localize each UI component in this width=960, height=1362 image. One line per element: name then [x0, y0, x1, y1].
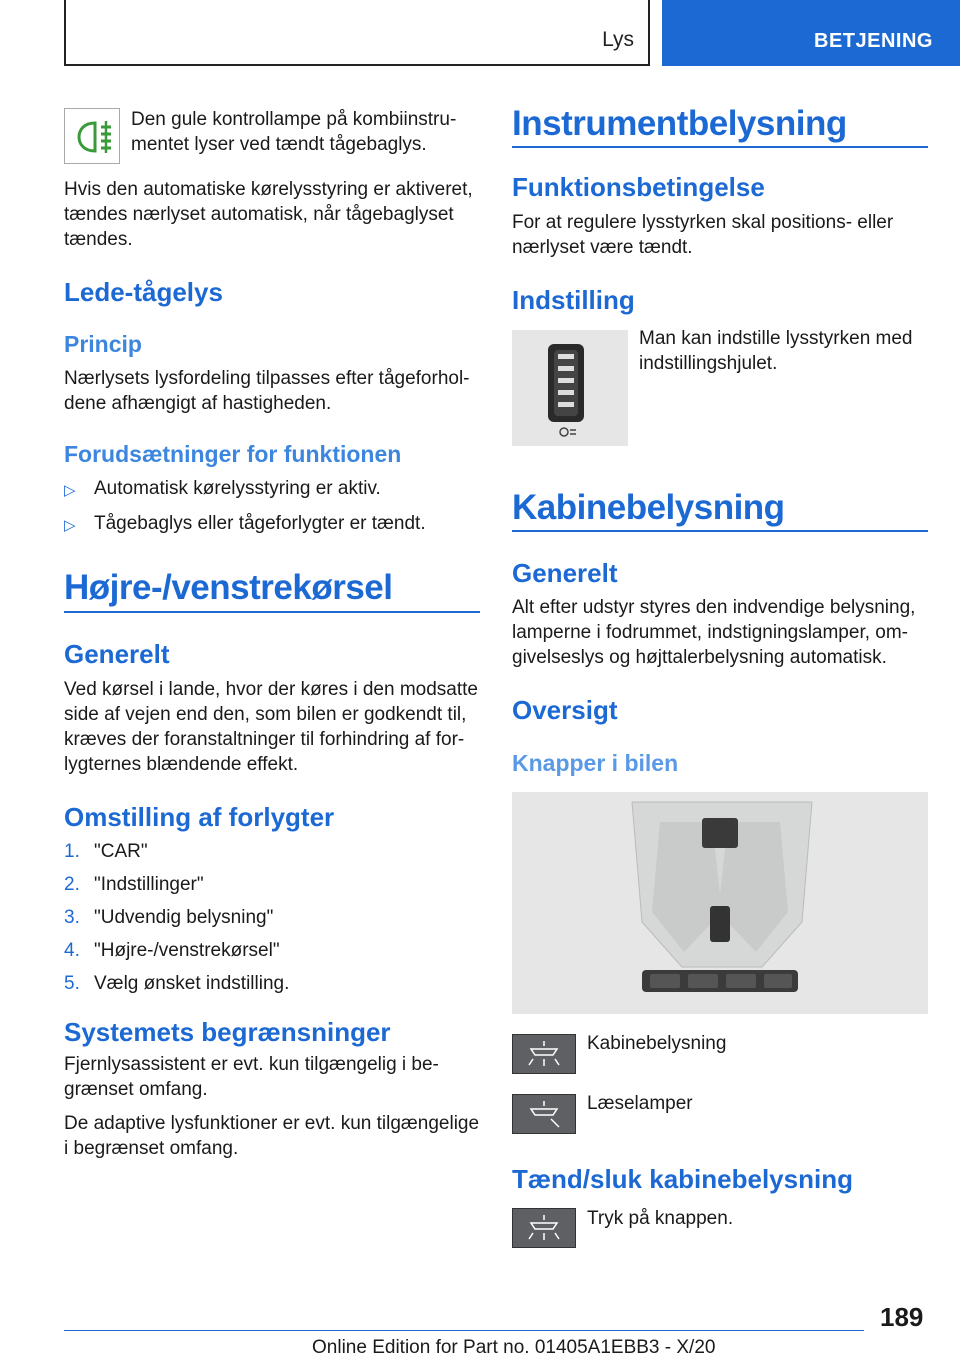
list-item: 4. "Højre-/venstrekørsel"	[64, 940, 280, 961]
system-text-2: De adaptive lysfunktioner er evt. kun tilgængelige i begrænset omfang.	[64, 1113, 480, 1159]
cabin-light-icon	[512, 1034, 576, 1074]
heading-lede-taagelys: Lede-tågelys	[64, 277, 223, 307]
heading-rule	[512, 146, 928, 148]
lamp-description: Den gule kontrollampe på kombiinstru- mentet lyser ved tændt tågebaglys.	[131, 109, 457, 155]
footer-rule	[64, 1330, 864, 1331]
dimmer-wheel-image	[512, 330, 628, 446]
taend-text: Tryk på knappen.	[587, 1208, 734, 1229]
funktion-text: For at regulere lysstyrken skal positions- eller nærlyset være tændt.	[512, 212, 894, 258]
heading-princip: Princip	[64, 331, 142, 357]
list-item: 3. "Udvendig belysning"	[64, 907, 274, 928]
heading-hojre-venstrekorsel: Højre-/venstrekørsel	[64, 568, 393, 607]
list-item: 1. "CAR"	[64, 841, 148, 862]
fog-lamp-indicator-icon	[64, 108, 120, 164]
heading-indstilling: Indstilling	[512, 285, 635, 315]
overhead-console-image	[512, 792, 928, 1014]
heading-rule	[64, 611, 480, 613]
heading-omstilling: Omstilling af forlygter	[64, 802, 335, 832]
princip-text: Nærlysets lysfordeling tilpasses efter tågeforhol- dene afhængigt af hastigheden.	[64, 368, 470, 414]
reading-lamp-icon	[512, 1094, 576, 1134]
heading-funktionsbetingelse: Funktionsbetingelse	[512, 172, 765, 202]
heading-kabinebelysning: Kabinebelysning	[512, 488, 785, 527]
page-number: 189	[880, 1302, 924, 1332]
reading-lamp-label: Læselamper	[587, 1093, 693, 1114]
cabin-light-label: Kabinebelysning	[587, 1033, 727, 1054]
list-item: ▷ Automatisk kørelysstyring er aktiv.	[64, 476, 480, 503]
heading-knapper-i-bilen: Knapper i bilen	[512, 750, 679, 776]
heading-oversigt: Oversigt	[512, 695, 618, 725]
heading-rule	[512, 530, 928, 532]
heading-instrumentbelysning: Instrumentbelysning	[512, 104, 847, 143]
footer-edition: Online Edition for Part no. 01405A1EBB3 - X/20	[312, 1337, 716, 1358]
heading-generelt-right: Generelt	[512, 558, 618, 588]
heading-systemets-begraensninger: Systemets begrænsninger	[64, 1017, 391, 1047]
generelt-text-left: Ved kørsel i lande, hvor der køres i den modsatte side af vejen end den, som bilen er godkendt til, kræves der foranstaltninger til forhindring af for- lygternes blændende effekt.	[64, 679, 478, 775]
list-item: 5. Vælg ønsket indstilling.	[64, 973, 290, 994]
triangle-bullet-icon: ▷	[64, 517, 76, 534]
header-section-title: Lys	[602, 28, 634, 51]
heading-taend-sluk: Tænd/sluk kabinebelysning	[512, 1164, 853, 1194]
header-chapter-title: BETJENING	[814, 30, 933, 52]
triangle-bullet-icon: ▷	[64, 482, 76, 499]
auto-light-text: Hvis den automatiske kørelysstyring er aktiveret, tændes nærlyset automatisk, når tågebaglyset tændes.	[64, 179, 473, 250]
indstilling-text: Man kan indstille lysstyrken med indstillingshjulet.	[639, 328, 913, 374]
system-text-1: Fjernlysassistent er evt. kun tilgængelig i be- grænset omfang.	[64, 1054, 439, 1100]
heading-generelt-left: Generelt	[64, 639, 170, 669]
header-chapter-tab	[662, 0, 960, 66]
steps-list	[64, 839, 480, 996]
list-item: ▷ Tågebaglys eller tågeforlygter er tændt.	[64, 511, 480, 538]
requirements-list	[64, 476, 480, 538]
cabin-light-button-icon	[512, 1208, 576, 1248]
header-section-box	[64, 0, 650, 66]
heading-forudsaetninger: Forudsætninger for funktionen	[64, 441, 402, 467]
generelt-text-right: Alt efter udstyr styres den indvendige belysning, lamperne i fodrummet, indstigningslamper, om- givelseslys og højttalerbelysning automatisk.	[512, 597, 916, 668]
list-item: 2. "Indstillinger"	[64, 874, 204, 895]
